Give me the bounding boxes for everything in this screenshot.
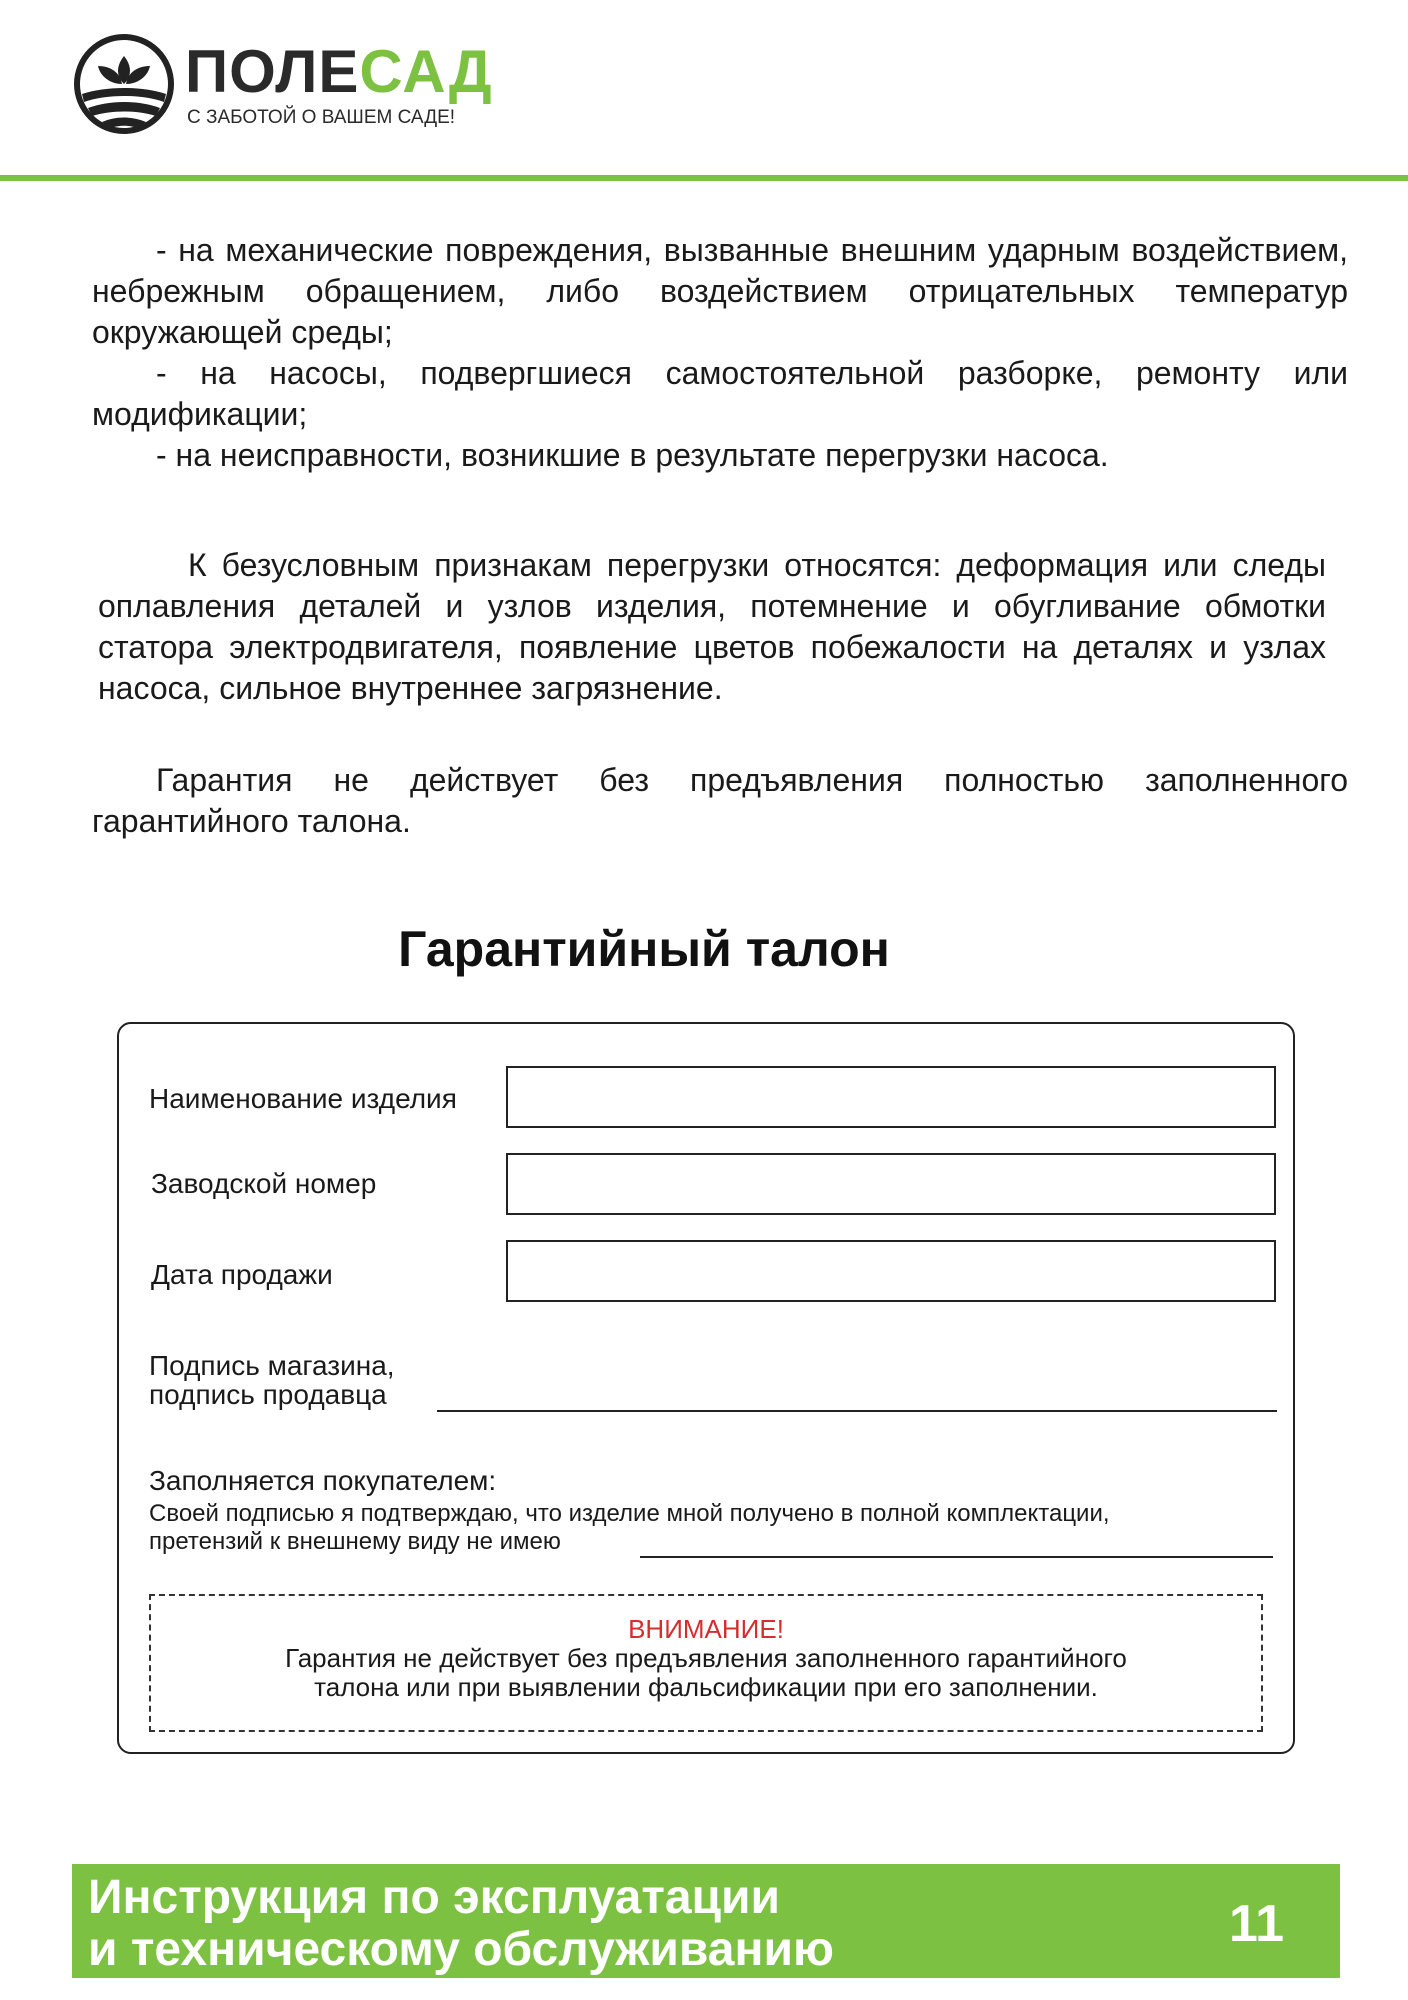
store-signature-label-line1: Подпись магазина, [149, 1350, 395, 1381]
warranty-note-paragraph [92, 760, 1348, 842]
store-signature-label-line2: подпись продавца [149, 1379, 387, 1410]
buyer-confirmation-line2: претензий к внешнему виду не имею [149, 1528, 561, 1555]
overload-signs-paragraph [98, 545, 1326, 709]
product-name-label: Наименование изделия [149, 1083, 457, 1114]
attention-text-line1: Гарантия не действует без предъявления заполненного гарантийного [285, 1643, 1127, 1673]
brand-logo-text: ПОЛЕСАД [185, 38, 493, 105]
footer-title-line2: и техническому обслуживанию [88, 1923, 834, 1976]
brand-tagline: С ЗАБОТОЙ О ВАШЕМ САДЕ! [187, 107, 456, 128]
attention-title: ВНИМАНИЕ! [628, 1614, 784, 1644]
exclusion-item: - на насосы, подвергшиеся самостоятельной разборке, ремонту или модификации; [92, 355, 1348, 432]
product-name-field[interactable] [506, 1066, 1276, 1128]
warranty-exclusions [92, 230, 1348, 476]
warranty-card [117, 1022, 1295, 1754]
attention-notice [149, 1594, 1263, 1732]
buyer-heading: Заполняется покупателем: [149, 1465, 497, 1496]
buyer-signature-line[interactable] [640, 1556, 1273, 1558]
serial-number-label: Заводской номер [151, 1168, 377, 1199]
sale-date-field[interactable] [506, 1240, 1276, 1302]
exclusion-item: - на механические повреждения, вызванные внешним ударным воздействием, небрежным обращением, либо воздействием отрицательных температур окружающей среды; [92, 232, 1348, 350]
footer-title-line1: Инструкция по эксплуатации [88, 1871, 781, 1924]
footer-title [88, 1872, 834, 1976]
serial-number-field[interactable] [506, 1153, 1276, 1215]
store-signature-line[interactable] [437, 1410, 1277, 1412]
card-title: Гарантийный талон [398, 921, 890, 977]
exclusion-item: - на неисправности, возникшие в результате перегрузки насоса. [156, 437, 1109, 473]
attention-text-line2: талона или при выявлении фальсификации при его заполнении. [314, 1672, 1098, 1702]
footer-banner [72, 1864, 1340, 1978]
header-divider [0, 175, 1408, 181]
buyer-confirmation-line1: Своей подписью я подтверждаю, что изделие мной получено в полной комплектации, [149, 1500, 1110, 1527]
page-number: 11 [1229, 1895, 1284, 1953]
warranty-note-text: Гарантия не действует без предъявления полностью заполненного гарантийного талона. [92, 762, 1348, 839]
sale-date-label: Дата продажи [151, 1259, 333, 1290]
sprout-in-field-icon [72, 32, 176, 136]
overload-signs-text: К безусловным признакам перегрузки относятся: деформация или следы оплавления деталей и узлов изделия, потемнение и обугливание обмотки статора электродвигателя, появление цветов побежалости на деталях и узлах насоса, сильное внутреннее загрязнение. [98, 547, 1326, 706]
